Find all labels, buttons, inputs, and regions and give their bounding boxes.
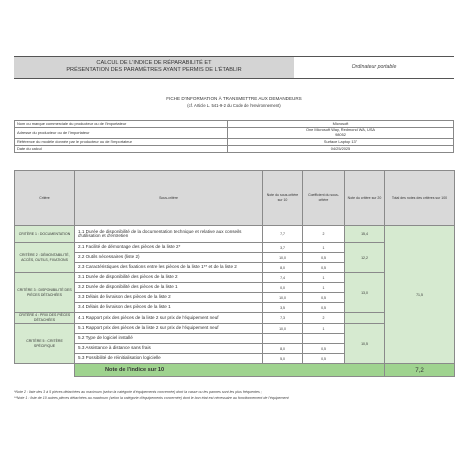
repairability-score-table [14,170,455,377]
subcriterion-label: 2.1 Facilité de démontage des pièces de la liste 2* [75,243,263,253]
subcriterion-label: 2.3 Caractéristiques des fixations entre les pièces de la liste 1** et de la liste 2 [75,263,263,273]
criterion-score: 15,4 [345,226,385,243]
subcriterion-coef: 1 [303,243,345,253]
subcriterion-note: 8,0 [263,344,303,354]
subcriterion-note: 0,0 [263,283,303,293]
header-note-sous-critere: Note du sous-critère sur 10 [263,171,303,226]
document-title [14,57,294,78]
subcriterion-note: 3,7 [263,243,303,253]
subcriterion-label: 5.1 Rapport prix des pièces de la liste 2 sur prix de l'équipement neuf [75,324,263,334]
subcriterion-note: 8,0 [263,263,303,273]
criterion-cell: CRITÈRE 2 : DÉMONTABILITÉ, ACCÈS, OUTILS, FIXATIONS [15,243,75,273]
subcriterion-coef: 1 [303,273,345,283]
footnote-2: **Note 1 : liste de 10 autres pièces détachées au maximum (selon la catégorie d'équipements concernée) dont le bon état est nécessaire au fonctionnement de l'équipement [14,396,289,400]
info-value: Microsoft [228,121,454,128]
subcriterion-note: 10,0 [263,293,303,303]
info-row [15,145,454,152]
final-score-row [15,364,455,377]
subcriterion-note: 10,0 [263,253,303,263]
subcriterion-label: 3.1 Durée de disponibilité des pièces de la liste 2 [75,273,263,283]
info-label: Date du calcul [15,145,228,152]
fiche-title: FICHE D'INFORMATION À TRANSMETTRE AUX DEMANDEURS [166,96,302,101]
subcriterion-label: 1.1 Durée de disponibilité de la documentation technique et relative aux conseils d'utilisation et d'entretien [75,226,263,243]
criterion-cell: CRITÈRE 3 : DISPONIBILITÉ DES PIÈCES DÉTACHÉES [15,273,75,313]
criterion-cell: CRITÈRE 5 : CRITÈRE SPÉCIFIQUE [15,324,75,364]
subcriterion-coef: 1 [303,324,345,334]
subcriterion-coef: 0,5 [303,303,345,313]
info-value: 04/25/2025 [228,145,454,152]
subcriterion-note: 7,7 [263,226,303,243]
subcriterion-note [263,334,303,344]
subcriterion-coef: 0,5 [303,344,345,354]
header-critere: Critère [15,171,75,226]
subcriterion-note: 3,5 [263,303,303,313]
header-sous-critere: Sous-critère [75,171,263,226]
info-label: Référence du modèle donnée par le producteur ou de l'importateur [15,138,228,145]
table-row [15,226,455,243]
subcriterion-label: 5.2 Type de logiciel installé [75,334,263,344]
subcriterion-coef: 1 [303,283,345,293]
info-row [15,128,454,138]
criterion-cell: CRITÈRE 1 : DOCUMENTATION [15,226,75,243]
subcriterion-label: 3.4 Délais de livraison des pièces de la liste 1 [75,303,263,313]
subcriterion-coef: 0,5 [303,253,345,263]
subcriterion-coef: 2 [303,226,345,243]
subcriterion-coef: 0,5 [303,293,345,303]
info-value: One Microsoft Way, Redmond WA, USA 98052 [228,128,454,138]
product-category: Ordinateur portable [351,64,397,70]
subcriterion-label: 3.2 Durée de disponibilité des pièces de la liste 1 [75,283,263,293]
subcriterion-label: 2.2 Outils nécessaires (liste 2) [75,253,263,263]
header-coefficient: Coefficient du sous-critère [303,171,345,226]
info-label: Adresse du producteur ou de l'importateur [15,128,228,138]
subcriterion-note: 7,4 [263,273,303,283]
subcriterion-note: 5,0 [263,354,303,364]
subcriterion-label: 5.3 Possibilité de réinitialisation logicielle [75,354,263,364]
title-line-2: PRÉSENTATION DES PARAMÈTRES AYANT PERMIS DE L'ÉTABLIR [66,67,242,73]
subcriterion-coef [303,334,345,344]
final-score-label: Note de l'indice sur 10 [75,364,385,377]
criterion-cell: CRITÈRE 4 : PRIX DES PIÈCES DÉTACHÉES [15,313,75,324]
table-header-row [15,171,455,226]
title-line-1: CALCUL DE L'INDICE DE RÉPARABILITÉ ET [96,60,212,66]
spacer-cell [15,364,75,377]
header-total: Total des notes des critères sur 100 [385,171,455,226]
subcriterion-label: 3.3 Délais de livraison des pièces de la liste 2 [75,293,263,303]
product-info-table [14,120,454,153]
subcriterion-label: 4.1 Rapport prix des pièces de la liste 2 sur prix de l'équipement neuf [75,313,263,324]
fiche-reference: (cf. Article L. 541-9-2 du Code de l'environnement) [187,103,281,108]
info-row [15,138,454,145]
criterion-score: 10,5 [345,324,385,364]
subcriterion-coef: 2 [303,313,345,324]
info-value: Surface Laptop 13" [228,138,454,145]
header-note-critere: Note du critère sur 20 [345,171,385,226]
info-label: Nom ou marque commerciale du producteur ou de l'importateur [15,121,228,128]
criterion-score [345,313,385,324]
document-header [14,56,454,79]
criterion-score: 13,0 [345,273,385,313]
subcriterion-label: 5.3 Assistance à distance sans frais [75,344,263,354]
footnote-1: *Note 2 : liste des 3 à 5 pièces détachées au maximum (selon la catégorie d'équipements concernée) dont la casse ou les pannes sont les plus fréquentes ; [14,390,262,394]
subcriterion-coef: 0,5 [303,354,345,364]
subcriterion-note: 7,3 [263,313,303,324]
subcriterion-note: 10,0 [263,324,303,334]
subcriterion-coef: 0,5 [303,263,345,273]
final-score-value: 7,2 [385,364,455,377]
total-score: 71,5 [385,226,455,364]
info-row [15,121,454,128]
criterion-score: 12,2 [345,243,385,273]
